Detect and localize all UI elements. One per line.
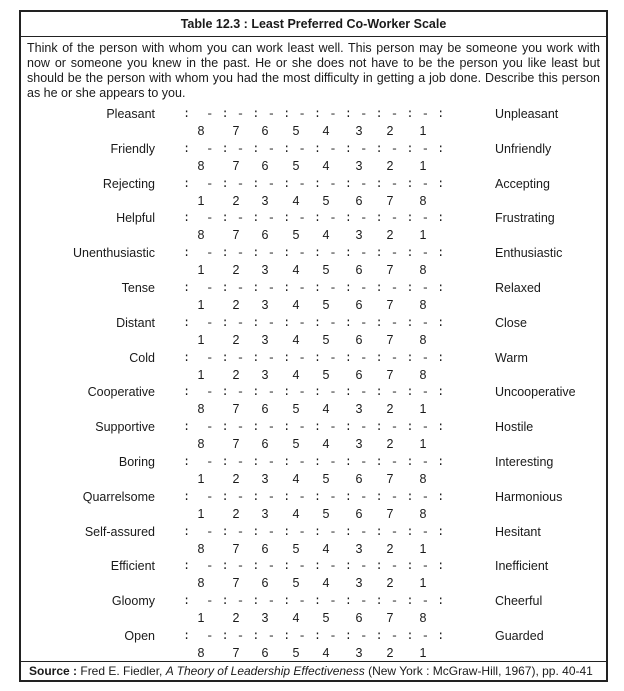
scale-number: 6 <box>261 576 269 591</box>
left-adjective: Tense <box>121 281 155 295</box>
scale-number: 3 <box>355 402 363 417</box>
scale-number: 8 <box>197 124 205 138</box>
source-details: (New York : McGraw-Hill, 1967), pp. 40-41 <box>368 664 593 678</box>
scale-number: 8 <box>197 158 205 173</box>
scale-number: 4 <box>292 193 300 208</box>
scale-number: 6 <box>355 332 363 347</box>
scale-number: 2 <box>232 298 240 312</box>
scale-number: 6 <box>355 472 363 486</box>
scale-number: 6 <box>261 124 269 138</box>
scale-number: 8 <box>197 646 205 660</box>
scale-number: 2 <box>386 158 394 173</box>
scale-number: 2 <box>386 437 394 452</box>
scale-number: 1 <box>419 402 427 417</box>
scale-number: 7 <box>386 506 394 521</box>
scale-number: 6 <box>261 402 269 417</box>
scale-number: 7 <box>232 646 240 660</box>
scale-number: 1 <box>197 472 205 486</box>
scale-number: 6 <box>261 541 269 556</box>
scale-item <box>21 525 606 560</box>
scale-number: 6 <box>355 611 363 626</box>
scale-number: 1 <box>419 437 427 452</box>
scale-number: 5 <box>292 158 300 173</box>
scale-number: 2 <box>232 332 240 347</box>
scale-number: 4 <box>292 332 300 347</box>
scale-number: 4 <box>292 472 300 486</box>
left-adjective: Distant <box>116 315 155 330</box>
scale-number: 2 <box>232 193 240 208</box>
scale-number: 2 <box>232 472 240 486</box>
scale-number: 7 <box>232 437 240 452</box>
scale-number: 5 <box>292 402 300 417</box>
scale-number: 3 <box>261 367 269 382</box>
scale-number: 7 <box>386 332 394 347</box>
scale-number: 2 <box>386 541 394 556</box>
scale-number: 7 <box>386 367 394 382</box>
scale-item <box>21 351 606 386</box>
right-adjective: Frustrating <box>495 211 555 226</box>
scale-item <box>21 107 606 142</box>
scale-number: 2 <box>386 228 394 243</box>
scale-number: 6 <box>355 367 363 382</box>
scale-number: 8 <box>197 402 205 417</box>
scale-number: 6 <box>355 298 363 312</box>
left-adjective: Unenthusiastic <box>73 246 155 261</box>
scale-number: 8 <box>197 437 205 452</box>
scale-number: 1 <box>197 298 205 312</box>
scale-number: 8 <box>419 611 427 626</box>
scale-number: 7 <box>386 298 394 312</box>
scale-number: 7 <box>232 541 240 556</box>
scale-number: 1 <box>419 541 427 556</box>
scale-number: 6 <box>261 646 269 660</box>
right-adjective: Close <box>495 315 527 330</box>
scale-number: 2 <box>386 402 394 417</box>
scale-number: 8 <box>419 193 427 208</box>
scale-number: 7 <box>386 472 394 486</box>
rating-blanks: : - : - : - : - : - : - : - : - : <box>183 315 445 330</box>
scale-item <box>21 211 606 246</box>
scale-number: 3 <box>261 193 269 208</box>
rating-blanks: : - : - : - : - : - : - : - : - : <box>183 489 445 504</box>
scale-number: 8 <box>197 541 205 556</box>
left-adjective: Self-assured <box>84 524 155 539</box>
rating-blanks: : - : - : - : - : - : - : - : - : <box>183 246 445 261</box>
scale-number: 1 <box>197 332 205 347</box>
rating-blanks: : - : - : - : - : - : - : - : - : <box>183 559 445 574</box>
scale-number: 1 <box>197 367 205 382</box>
scale-number: 4 <box>322 158 330 173</box>
scale-number: 4 <box>322 124 330 138</box>
scale-number: 4 <box>322 646 330 660</box>
scale-number: 3 <box>355 158 363 173</box>
scale-number: 4 <box>292 611 300 626</box>
scale-number: 2 <box>232 263 240 278</box>
scale-number: 1 <box>419 124 427 138</box>
scale-number: 4 <box>322 228 330 243</box>
source-book-title: A Theory of Leadership Effectiveness <box>165 664 365 678</box>
left-adjective: Cooperative <box>87 385 155 400</box>
rating-blanks: : - : - : - : - : - : - : - : - : <box>183 455 445 469</box>
scale-number: 2 <box>232 611 240 626</box>
scale-number: 7 <box>232 576 240 591</box>
scale-number: 1 <box>197 611 205 626</box>
scale-number: 3 <box>355 124 363 138</box>
scale-item <box>21 281 606 316</box>
scale-number: 2 <box>386 124 394 138</box>
scale-number: 3 <box>355 541 363 556</box>
scale-number: 4 <box>292 298 300 312</box>
scale-number: 7 <box>232 124 240 138</box>
right-adjective: Relaxed <box>495 281 541 295</box>
scale-number: 1 <box>419 576 427 591</box>
right-adjective: Harmonious <box>495 489 563 504</box>
right-adjective: Enthusiastic <box>495 246 563 261</box>
scale-number: 3 <box>261 263 269 278</box>
scale-number: 5 <box>322 332 330 347</box>
scale-number: 2 <box>386 646 394 660</box>
scale-number: 2 <box>232 506 240 521</box>
scale-number: 5 <box>322 506 330 521</box>
left-adjective: Supportive <box>95 420 155 435</box>
scale-number: 7 <box>232 402 240 417</box>
rating-blanks: : - : - : - : - : - : - : - : - : <box>183 420 445 435</box>
scale-number: 4 <box>292 263 300 278</box>
scale-number: 6 <box>355 263 363 278</box>
scale-number: 2 <box>386 576 394 591</box>
right-adjective: Hesitant <box>495 524 541 539</box>
left-adjective: Friendly <box>110 141 155 156</box>
scale-number: 7 <box>232 158 240 173</box>
rating-scale <box>21 107 606 672</box>
scale-number: 6 <box>355 506 363 521</box>
scale-number: 8 <box>419 472 427 486</box>
scale-item <box>21 316 606 351</box>
scale-number: 4 <box>322 541 330 556</box>
scale-number: 3 <box>261 506 269 521</box>
scale-item <box>21 629 606 664</box>
scale-item <box>21 455 606 490</box>
scale-number: 3 <box>261 472 269 486</box>
instructions-text: Think of the person with whom you can work least well. This person may be someone you work with now or someone you knew in the past. He or she does not have to be the person you like least but should be the person with whom you had the most difficulty in getting a job done. Describe this person as he or she appears to you. <box>27 41 600 100</box>
left-adjective: Efficient <box>110 559 155 574</box>
rating-blanks: : - : - : - : - : - : - : - : - : <box>183 385 445 400</box>
rating-blanks: : - : - : - : - : - : - : - : - : <box>183 176 445 191</box>
scale-number: 3 <box>355 228 363 243</box>
left-adjective: Rejecting <box>102 176 155 191</box>
right-adjective: Interesting <box>495 455 554 469</box>
right-adjective: Unpleasant <box>495 107 559 121</box>
scale-number: 5 <box>292 541 300 556</box>
scale-number: 8 <box>419 263 427 278</box>
scale-item <box>21 142 606 177</box>
scale-number: 5 <box>322 367 330 382</box>
scale-number: 1 <box>197 506 205 521</box>
scale-number: 5 <box>322 611 330 626</box>
right-adjective: Inefficient <box>495 559 549 574</box>
scale-number: 1 <box>419 646 427 660</box>
scale-number: 8 <box>419 506 427 521</box>
left-adjective: Gloomy <box>111 594 155 609</box>
scale-number: 4 <box>322 402 330 417</box>
right-adjective: Hostile <box>495 420 534 435</box>
scale-number: 4 <box>322 576 330 591</box>
rating-blanks: : - : - : - : - : - : - : - : - : <box>183 281 445 295</box>
scale-number: 7 <box>386 193 394 208</box>
scale-number: 3 <box>261 611 269 626</box>
right-adjective: Accepting <box>495 176 550 191</box>
scale-item <box>21 420 606 455</box>
rating-blanks: : - : - : - : - : - : - : - : - : <box>183 594 445 609</box>
scale-number: 6 <box>355 193 363 208</box>
left-adjective: Open <box>124 629 155 643</box>
scale-number: 8 <box>419 367 427 382</box>
scale-number: 5 <box>292 228 300 243</box>
scale-item <box>21 246 606 281</box>
scale-number: 3 <box>261 298 269 312</box>
scale-number: 1 <box>419 228 427 243</box>
right-adjective: Guarded <box>495 629 544 643</box>
scale-number: 5 <box>322 193 330 208</box>
scale-number: 5 <box>292 124 300 138</box>
scale-item <box>21 594 606 629</box>
scale-number: 4 <box>292 506 300 521</box>
scale-number: 7 <box>232 228 240 243</box>
scale-number: 6 <box>261 437 269 452</box>
source-label: Source : <box>29 664 78 678</box>
scale-number: 1 <box>197 193 205 208</box>
right-adjective: Unfriendly <box>495 141 552 156</box>
left-adjective: Boring <box>118 455 155 469</box>
scale-number: 5 <box>292 437 300 452</box>
scale-number: 5 <box>322 263 330 278</box>
source-citation <box>21 661 606 680</box>
scale-number: 4 <box>292 367 300 382</box>
rating-blanks: : - : - : - : - : - : - : - : - : <box>183 350 445 365</box>
scale-item <box>21 490 606 525</box>
scale-number: 5 <box>292 646 300 660</box>
scale-number: 2 <box>232 367 240 382</box>
scale-number: 5 <box>322 472 330 486</box>
left-adjective: Pleasant <box>106 107 155 121</box>
lpc-table <box>19 10 608 682</box>
source-author: Fred E. Fiedler, <box>80 664 163 678</box>
scale-item <box>21 559 606 594</box>
scale-number: 3 <box>355 646 363 660</box>
scale-number: 1 <box>419 158 427 173</box>
scale-number: 3 <box>355 576 363 591</box>
scale-number: 4 <box>322 437 330 452</box>
rating-blanks: : - : - : - : - : - : - : - : - : <box>183 107 445 121</box>
right-adjective: Cheerful <box>495 594 543 609</box>
scale-number: 3 <box>261 332 269 347</box>
scale-number: 6 <box>261 158 269 173</box>
scale-number: 8 <box>197 576 205 591</box>
rating-blanks: : - : - : - : - : - : - : - : - : <box>183 141 445 156</box>
rating-blanks: : - : - : - : - : - : - : - : - : <box>183 629 445 643</box>
left-adjective: Quarrelsome <box>82 489 155 504</box>
scale-number: 6 <box>261 228 269 243</box>
scale-number: 5 <box>292 576 300 591</box>
left-adjective: Cold <box>129 350 155 365</box>
right-adjective: Uncooperative <box>495 385 576 400</box>
left-adjective: Helpful <box>116 211 155 226</box>
rating-blanks: : - : - : - : - : - : - : - : - : <box>183 524 445 539</box>
scale-number: 8 <box>419 332 427 347</box>
scale-number: 8 <box>197 228 205 243</box>
scale-item <box>21 385 606 420</box>
scale-item <box>21 177 606 212</box>
scale-number: 8 <box>419 298 427 312</box>
scale-number: 1 <box>197 263 205 278</box>
scale-number: 7 <box>386 263 394 278</box>
scale-number: 5 <box>322 298 330 312</box>
rating-blanks: : - : - : - : - : - : - : - : - : <box>183 211 445 226</box>
scale-number: 7 <box>386 611 394 626</box>
scale-number: 3 <box>355 437 363 452</box>
right-adjective: Warm <box>495 350 528 365</box>
table-title: Table 12.3 : Least Preferred Co-Worker Scale <box>21 12 606 37</box>
